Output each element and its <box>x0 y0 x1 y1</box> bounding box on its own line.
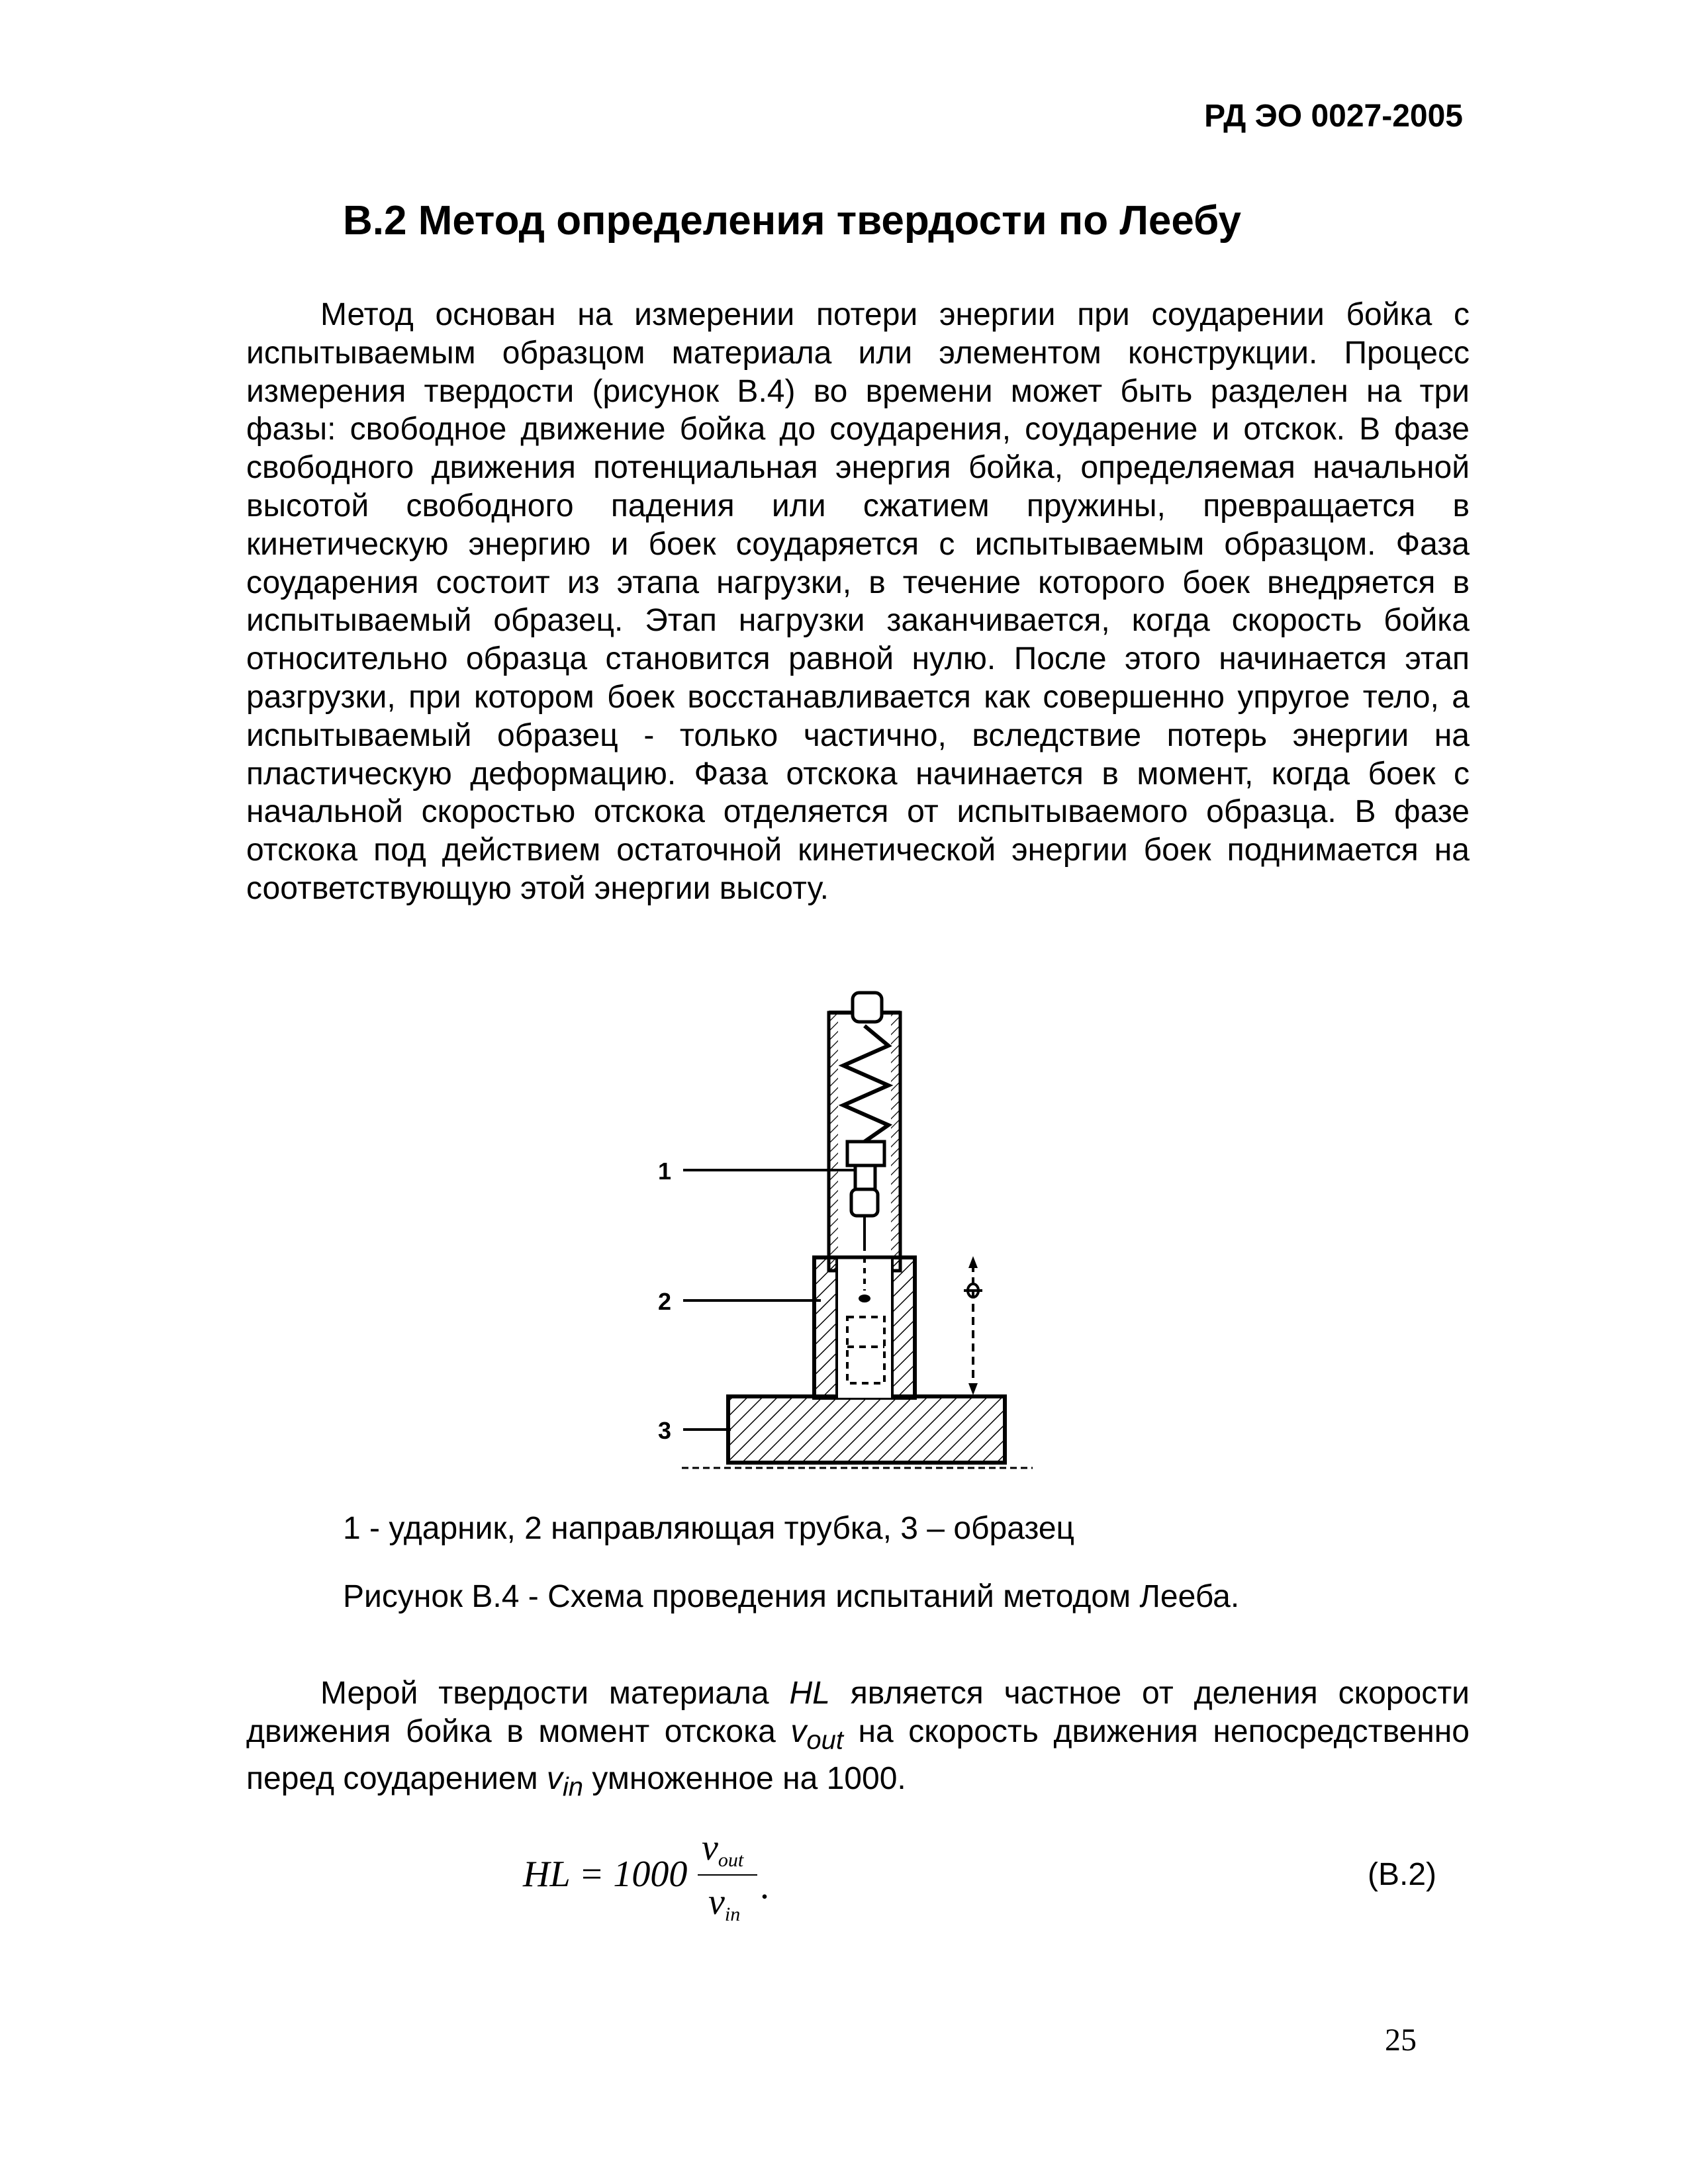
top-cap <box>853 993 882 1022</box>
guide-tube <box>814 1257 915 1398</box>
v-in-subscript: in <box>562 1772 584 1802</box>
equation-number: (В.2) <box>1367 1857 1436 1892</box>
formula-numerator: $v_{out}$ <box>702 1827 744 1871</box>
measure-text-1: Мерой твердости материала <box>320 1676 790 1711</box>
specimen <box>682 1396 1033 1468</box>
hardness-measure-paragraph <box>246 1674 1470 1807</box>
hl-symbol: HL <box>789 1676 830 1711</box>
v-out-symbol: v <box>790 1713 807 1749</box>
formula-denominator: $v_{in}$ <box>708 1882 741 1925</box>
fraction-bar <box>698 1874 757 1876</box>
part-label-2: 2 <box>658 1288 672 1315</box>
leeb-device-diagram <box>655 979 1059 1482</box>
measure-text-2: является частное от деления скорости движения бойка в момент отскока <box>246 1676 1470 1749</box>
figure-caption: Рисунок В.4 - Схема проведения испытаний методом Лееба. <box>343 1579 1240 1614</box>
section-title: В.2 Метод определения твердости по Леебу <box>343 198 1241 244</box>
travel-arrow <box>964 1256 982 1395</box>
measure-text-3: на скорость движения непосредственно перед соударением <box>246 1713 1470 1797</box>
v-out-subscript: out <box>806 1725 843 1755</box>
part-label-3: 3 <box>658 1417 672 1444</box>
leeb-test-figure <box>655 979 1059 1482</box>
formula-period: . <box>760 1866 769 1907</box>
part-label-1: 1 <box>658 1158 672 1185</box>
formula-lhs: HL = 1000 <box>523 1854 688 1895</box>
figure-legend: 1 - ударник, 2 направляющая трубка, 3 – образец <box>343 1511 1075 1546</box>
document-code: РД ЭО 0027-2005 <box>1204 99 1463 134</box>
measure-text-4: умноженное на 1000. <box>583 1761 906 1797</box>
v-in-symbol: v <box>546 1761 563 1797</box>
page-number: 25 <box>1385 2023 1417 2058</box>
intro-paragraph: Метод основан на измерении потери энергии при соударении бойка с испытываемым образцом материала или элементом конструкции. Процесс измерения твердости (рисунок В.4) во времени может быть разделен на три фазы: свободное движение бойка до соударения, соударение и отскок. В фазе свободного движения потенциальная энергия бойка, определяемая начальной высотой свободного падения или сжатием пружины, превращается в кинетическую энергию и боек соударяется с испытываемым образцом. Фаза соударения состоит из этапа нагрузки, в течение которого боек внедряется в испытываемый образец. Этап нагрузки заканчивается, когда скорость бойка относительно образца становится равной нулю. После этого начинается этап разгрузки, при котором боек восстанавливается как совершенно упругое тело, а испытываемый образец - только частично, вследствие потерь энергии на пластическую деформацию. Фаза отскока начинается в момент, когда боек с начальной скоростью отскока отделяется от испытываемого образца. В фазе отскока под действием остаточной кинетической энергии боек поднимается на соответствующую этой энергии высоту. <box>246 297 1470 906</box>
